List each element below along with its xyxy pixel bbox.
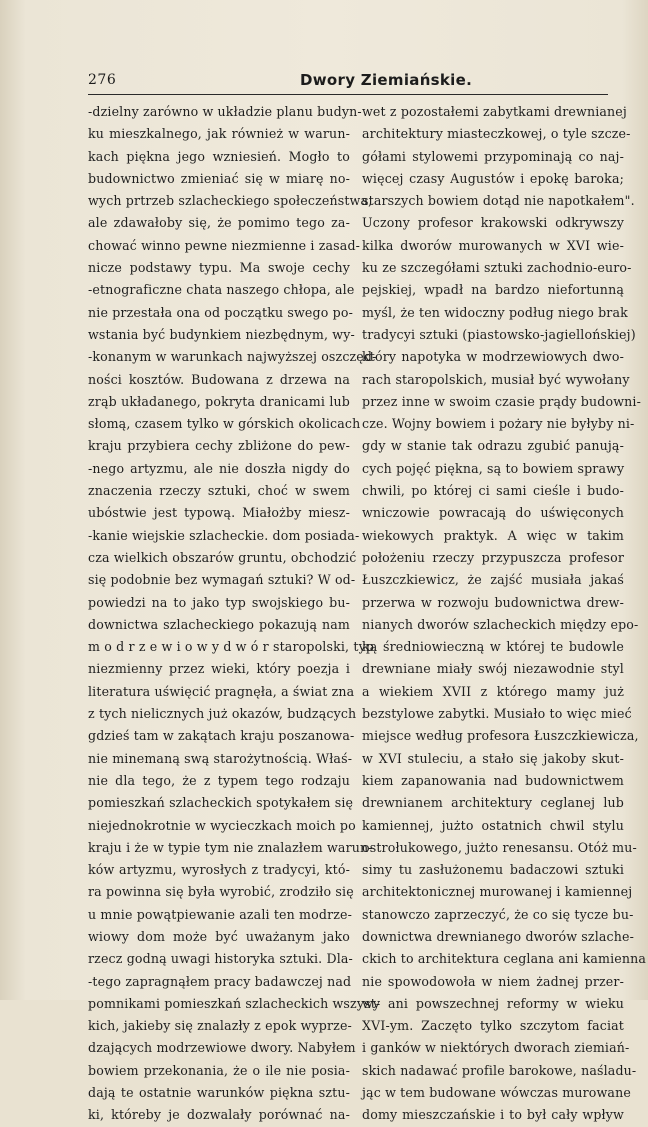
text-line: -dzielny zarówno w układzie planu budyn-	[88, 104, 362, 119]
text-line: ku mieszkalnego, jak również w warun-	[88, 126, 350, 142]
text-line: -kanie wiejskie szlacheckie. dom posiada-	[88, 527, 360, 543]
text-line: -tego zapragnąłem pracy badawczej nad	[88, 973, 352, 989]
text-line: przerwa w rozwoju budownictwa drew-	[362, 594, 624, 610]
text-line: -etnograficzne chata naszego chłopa, ale	[88, 282, 355, 298]
text-line: z tych nielicznych już okazów, budzących	[88, 706, 357, 722]
text-line: wstania być budynkiem niezbędnym, wy-	[88, 326, 355, 342]
text-line: ności kosztów. Budowana z drzewa na	[88, 371, 350, 387]
text-line: ubóstwie jest typową. Miałożby miesz-	[88, 505, 350, 521]
text-line: niezmienny przez wieki, który poezja i	[88, 661, 350, 677]
text-line: architektury miasteczkowej, o tyle szcze-	[362, 126, 631, 142]
text-line: kraju i że w typie tym nie znalazłem warun-	[88, 839, 373, 855]
text-line: drewniane miały swój niezawodnie styl	[362, 661, 624, 677]
text-line: i ganków w niektórych dworach ziemiań-	[362, 1040, 630, 1056]
left-text-column	[88, 101, 381, 1127]
text-line: wniczowie powracają do uświęconych	[362, 505, 624, 521]
text-line: kiem zapanowania nad budownictwem	[362, 772, 624, 788]
running-title: Dwory Ziemiańskie.	[300, 71, 473, 89]
text-line: starszych bowiem dotąd nie napotkałem".	[362, 193, 635, 209]
text-line: kach piękna jego wzniesień. Mogło to	[88, 148, 350, 164]
text-line: wiowy dom może być uważanym jako	[88, 928, 350, 944]
text-line: kilka dworów murowanych w XVI wie-	[362, 237, 624, 253]
text-line: zrąb układanego, pokryta dranicami lub	[88, 393, 350, 409]
text-line: tradycyi sztuki (piastowsko-jagiellońskiej)	[362, 326, 636, 342]
text-line: pejskiej, wpadł na bardzo niefortunną	[362, 282, 624, 298]
text-line: ków artyzmu, wyrosłych z tradycyi, któ-	[88, 862, 350, 878]
text-line: gdy w stanie tak odrazu zgubić panują-	[362, 438, 624, 454]
text-line: u mnie powątpiewanie azali ten modrze-	[88, 906, 353, 922]
text-line: gółami stylowemi przypominają co naj-	[362, 148, 624, 164]
text-line: cze. Wojny bowiem i pożary nie byłyby ni-	[362, 416, 635, 432]
text-line: dzających modrzewiowe dwory. Nabyłem	[88, 1040, 356, 1056]
text-line: rach staropolskich, musiał być wywołany	[362, 371, 630, 387]
text-line: stanowczo zaprzeczyć, że co się tycze bu-	[362, 906, 634, 922]
text-line: Uczony profesor krakowski odkrywszy	[362, 215, 624, 231]
text-line: downictwa drewnianego dworów szlache-	[362, 928, 635, 944]
text-line: ki, któreby je dozwalały porównać na-	[88, 1107, 350, 1123]
text-line: więcej czasy Augustów i epokę baroka;	[362, 170, 624, 186]
text-line: budownictwo zmieniać się w miarę no-	[88, 170, 350, 186]
text-line: rzecz godną uwagi historyka sztuki. Dla-	[88, 951, 353, 967]
text-line: myśl, że ten widoczny podług niego brak	[362, 304, 628, 320]
text-line: jąc w tem budowane wówczas murowane	[362, 1085, 631, 1101]
page-number: 276	[88, 72, 117, 88]
text-line: nie minemaną swą starożytnością. Właś-	[88, 750, 353, 766]
text-line: nie przestała ona od początku swego po-	[88, 304, 353, 320]
text-line: ale zdawałoby się, że pomimo tego za-	[88, 215, 350, 231]
text-line: chować winno pewne niezmienne i zasad-	[88, 237, 361, 253]
text-line: wiekowych praktyk. A więc w takim	[362, 527, 624, 543]
text-line: gdzieś tam w zakątach kraju poszanowa-	[88, 728, 355, 744]
text-line: cych pojęć piękna, są to bowiem sprawy	[362, 460, 625, 476]
text-line: kraju przybiera cechy zbliżone do pew-	[88, 438, 350, 454]
text-line: XVI-ym. Zaczęto tylko szczytom faciat	[362, 1018, 624, 1034]
text-line: a wiekiem XVII z którego mamy już	[362, 683, 624, 699]
text-line: -konanym w warunkach najwyższej oszczęd-	[88, 349, 377, 365]
text-line: ku ze szczegółami sztuki zachodnio-euro-	[362, 260, 632, 276]
text-line: skich nadawać profile barokowe, naśladu-	[362, 1062, 637, 1078]
text-line: wych prtrzeb szlacheckiego społeczeństwa,	[88, 193, 373, 209]
text-line: kamiennej, jużto ostatnich chwil stylu	[362, 817, 624, 833]
text-line: dają te ostatnie warunków piękna sztu-	[88, 1085, 350, 1101]
text-line: w XVI stuleciu, a stało się jakoby skut-	[362, 750, 624, 766]
right-text-column	[362, 101, 647, 1127]
text-line: znaczenia rzeczy sztuki, choć w swem	[88, 483, 350, 499]
text-line: simy tu zasłużonemu badaczowi sztuki	[362, 862, 624, 878]
text-line: położeniu rzeczy przypuszcza profesor	[362, 549, 624, 565]
text-line: wy ani powszechnej reformy w wieku	[362, 995, 624, 1011]
text-line: drewnianem architektury ceglanej lub	[362, 795, 624, 811]
text-line: kich, jakieby się znalazły z epok wyprze-	[88, 1018, 352, 1034]
text-line: nianych dworów szlacheckich między epo-	[362, 616, 639, 632]
page-header	[88, 70, 608, 95]
text-line: m o d r z e w i o w y d w ó r staropolski, typ	[88, 639, 375, 655]
text-line: ostrołukowego, jużto renesansu. Otóż mu-	[362, 839, 637, 855]
text-line: nie dla tego, że z typem tego rodzaju	[88, 772, 350, 788]
text-line: niejednokrotnie w wycieczkach moich po	[88, 817, 356, 833]
text-line: nie spowodowoła w niem żadnej przer-	[362, 973, 624, 989]
text-line: bezstylowe zabytki. Musiało to więc mieć	[362, 706, 632, 722]
text-line: powiedzi na to jako typ swojskiego bu-	[88, 594, 350, 610]
text-line: chwili, po której ci sami cieśle i budo-	[362, 483, 624, 499]
text-line: ra powinna się była wyrobić, zrodziło się	[88, 884, 354, 900]
text-line: -nego artyzmu, ale nie doszła nigdy do	[88, 460, 350, 476]
text-line: przez inne w swoim czasie prądy budowni-	[362, 393, 641, 409]
text-line: bowiem przekonania, że o ile nie posia-	[88, 1062, 350, 1078]
text-line: architektonicznej murowanej i kamiennej	[362, 884, 633, 900]
text-line: nicze podstawy typu. Ma swoje cechy	[88, 260, 350, 276]
text-line: pomnikami pomieszkań szlacheckich wszyst-	[88, 995, 381, 1011]
text-line: Łuszczkiewicz, że zajść musiała jakaś	[362, 572, 624, 588]
text-line: wet z pozostałemi zabytkami drewnianej	[362, 104, 627, 119]
text-line: domy mieszczańskie i to był cały wpływ	[362, 1107, 624, 1123]
text-line: się podobnie bez wymagań sztuki? W od-	[88, 572, 356, 588]
text-line: literatura uświęcić pragnęła, a świat zna	[88, 683, 355, 699]
text-line: słomą, czasem tylko w górskich okolicach	[88, 416, 361, 432]
text-line: downictwa szlacheckiego pokazują nam	[88, 616, 350, 632]
text-line: pomieszkań szlacheckich spotykałem się	[88, 795, 354, 811]
text-line: ckich to architektura ceglana ani kamienna	[362, 951, 647, 967]
text-line: miejsce według profesora Łuszczkiewicza,	[362, 728, 639, 744]
text-line: który napotyka w modrzewiowych dwo-	[362, 349, 624, 365]
text-line: ką średniowieczną w której te budowle	[362, 639, 624, 655]
text-line: cza wielkich obszarów gruntu, obchodzić	[88, 549, 357, 565]
